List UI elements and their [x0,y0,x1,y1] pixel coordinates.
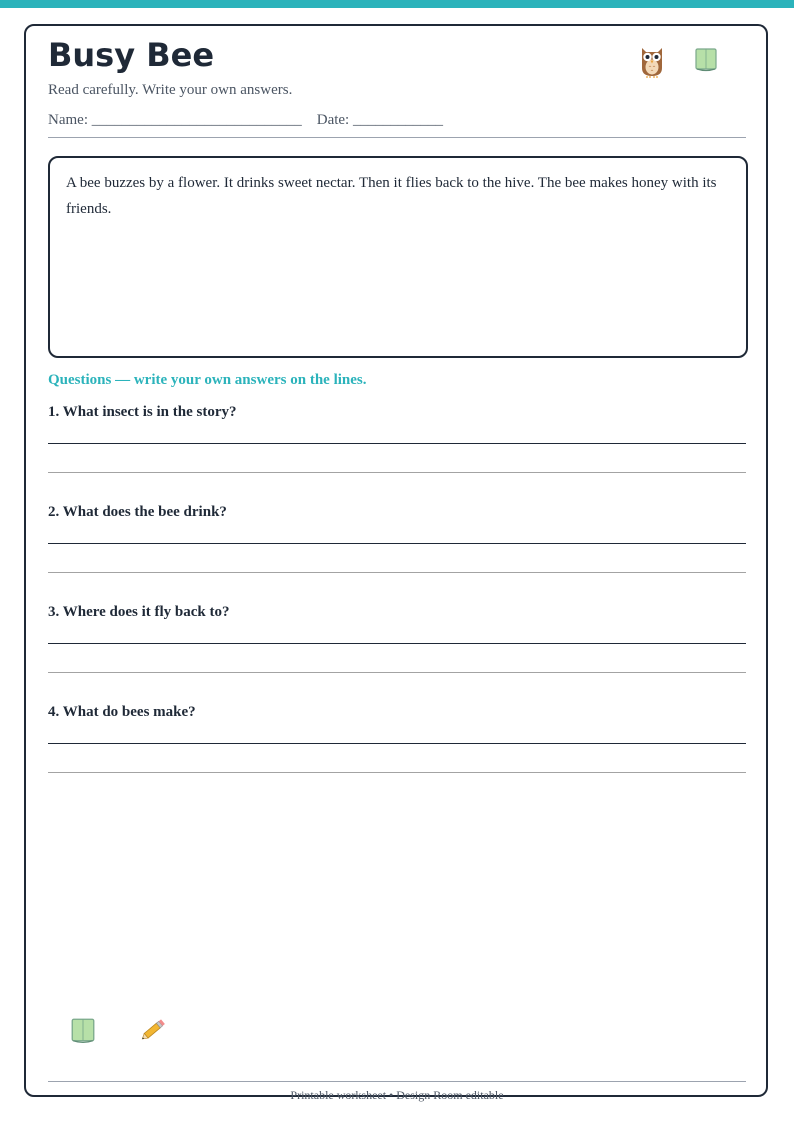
question-3: 3. Where does it fly back to? [48,604,230,620]
answer-line[interactable] [48,743,746,744]
answer-line[interactable] [48,643,746,644]
answer-line[interactable] [48,543,746,544]
question-4: 4. What do bees make? [48,704,196,720]
page-subtitle: Read carefully. Write your own answers. [48,82,293,98]
footer-divider [48,1081,746,1082]
question-1: 1. What insect is in the story? [48,404,237,420]
top-accent-bar [0,0,794,8]
pencil-icon [138,1016,168,1044]
answer-line[interactable] [48,772,746,773]
answer-line[interactable] [48,472,746,473]
question-2: 2. What does the bee drink? [48,504,227,520]
answer-line[interactable] [48,572,746,573]
questions-heading: Questions — write your own answers on the lines. [48,372,367,388]
name-date-line: Name: ____________________________ Date: ____________ [48,112,443,128]
book-icon [694,46,718,72]
answer-line[interactable] [48,443,746,444]
book-icon [70,1016,96,1044]
answer-line[interactable] [48,672,746,673]
page-title: Busy Bee [48,36,215,74]
reading-passage: A bee buzzes by a flower. It drinks sweet nectar. Then it flies back to the hive. The bee makes honey with its friends. [48,156,748,358]
header-divider [48,137,746,138]
owl-icon [638,42,666,78]
footer-text: Printable worksheet • Design Room editable [290,1088,504,1102]
